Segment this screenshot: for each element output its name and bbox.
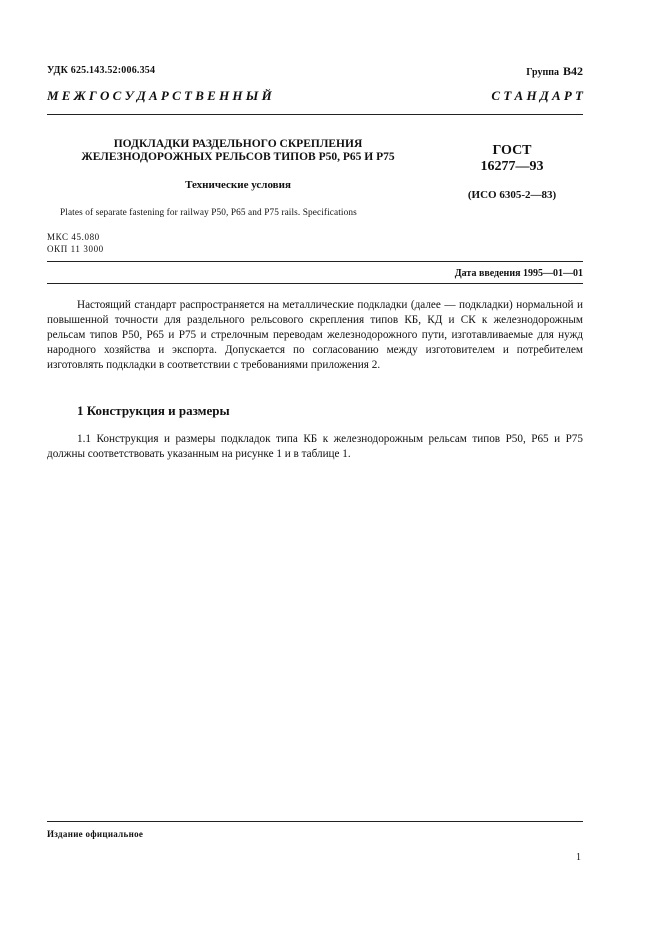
group-code: [526, 64, 583, 79]
document-subtitle: Технические условия: [185, 179, 291, 191]
title-line-1: ПОДКЛАДКИ РАЗДЕЛЬНОГО СКРЕПЛЕНИЯ: [113, 138, 363, 150]
header-rule: [47, 114, 583, 115]
group-value: В42: [562, 64, 583, 78]
document-title: [58, 138, 418, 164]
group-label: Группа: [526, 67, 559, 78]
title-block-rule: [47, 261, 583, 262]
footer-rule: [47, 821, 583, 822]
banner-word-interstate: М Е Ж Г О С У Д А Р С Т В Е Н Н Ы Й: [47, 88, 272, 103]
banner-word-standard: С Т А Н Д А Р Т: [491, 88, 583, 103]
intro-paragraph: Настоящий стандарт распространяется на металлические подкладки (далее — подкладки) нормальной и повышенной точности для раздельного рельсового скрепления типов КБ, КД и СК к железнодорожным рельсам типов Р50, Р65 и Р75 и стрелочным переводам железнодорожного пути, изготавливаемые для нужд народного хозяйства и экспорта. Допускается по согласованию между изготовителем и потребителем изготовлять подкладки в соответствии с требованиями приложения 2.: [47, 299, 583, 371]
gost-number: 16277—93: [480, 159, 544, 174]
gost-designation: [462, 143, 562, 175]
introduction-date: Дата введения 1995—01—01: [454, 268, 583, 279]
date-rule: [47, 283, 583, 284]
mks-code: МКС 45.080: [47, 232, 100, 242]
clause-1-1: 1.1 Конструкция и размеры подкладок типа КБ к железнодорожным рельсам типов Р50, Р65 и Р75 должны соответствовать указанным на рисунке 1 и в таблице 1.: [47, 433, 583, 460]
page-number: 1: [576, 852, 581, 863]
iso-reference: (ИСО 6305-2—83): [467, 189, 557, 201]
title-line-2: ЖЕЛЕЗНОДОРОЖНЫХ РЕЛЬСОВ ТИПОВ Р50, Р65 И Р75: [81, 151, 395, 163]
english-title: Plates of separate fastening for railway P50, P65 and P75 rails. Specifications: [60, 208, 357, 218]
gost-label: ГОСТ: [492, 143, 532, 158]
section-heading-1: 1 Конструкция и размеры: [77, 403, 230, 418]
edition-note: Издание официальное: [47, 829, 144, 839]
udk-code: УДК 625.143.52:006.354: [47, 65, 156, 76]
standard-banner: [47, 86, 583, 106]
okp-code: ОКП 11 3000: [47, 244, 104, 254]
